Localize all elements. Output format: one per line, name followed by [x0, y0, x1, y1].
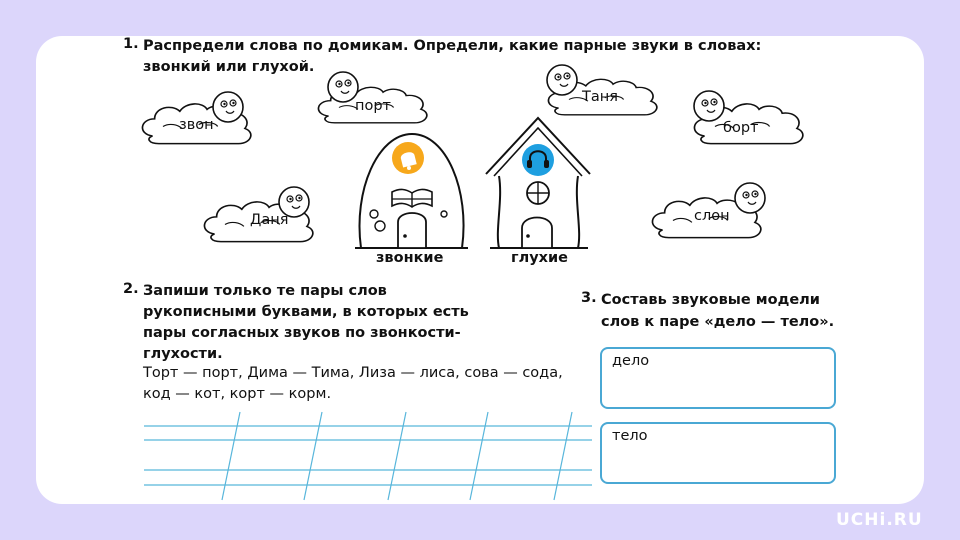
headphones-icon [522, 144, 554, 176]
answer-box-delo-label: дело [612, 353, 650, 369]
task2-words-line2: код — кот, корт — корм. [143, 386, 332, 402]
cloud-label-slon: слон [694, 208, 730, 224]
house-voiced [355, 134, 468, 248]
answer-box-telo-label: тело [612, 428, 648, 444]
answer-box-telo[interactable] [600, 422, 836, 484]
task2-line3: пары согласных звуков по звонкости- [143, 325, 461, 341]
cloud-label-bort: борт [723, 120, 759, 136]
task3-line1: Составь звуковые модели [601, 292, 820, 308]
cloud-label-zvon: звон [179, 117, 214, 133]
writing-ruling [144, 412, 592, 500]
task3-number: 3. [581, 290, 597, 306]
task2-words-line1: Торт — порт, Дима — Тима, Лиза — лиса, сова — сода, [143, 365, 563, 381]
task3-line2: слов к паре «дело — тело». [601, 314, 835, 330]
brand-logo: UCHi.RU [836, 510, 923, 530]
task2-line1: Запиши только те пары слов [143, 283, 387, 299]
task1-number: 1. [123, 36, 139, 52]
task1-line1: Распредели слова по домикам. Определи, какие парные звуки в словах: [143, 38, 762, 54]
cloud-label-tanya: Таня [582, 89, 618, 105]
cloud-label-danya: Даня [250, 212, 289, 228]
bell-icon [392, 142, 424, 174]
answer-box-delo[interactable] [600, 347, 836, 409]
house-label-voiced: звонкие [376, 250, 444, 266]
task2-number: 2. [123, 281, 139, 297]
task2-line2: рукописными буквами, в которых есть [143, 304, 469, 320]
task2-line4: глухости. [143, 346, 223, 362]
house-label-voiceless: глухие [511, 250, 568, 266]
cloud-label-port: порт [355, 98, 392, 114]
house-voiceless [486, 118, 590, 248]
task1-line2: звонкий или глухой. [143, 59, 315, 75]
